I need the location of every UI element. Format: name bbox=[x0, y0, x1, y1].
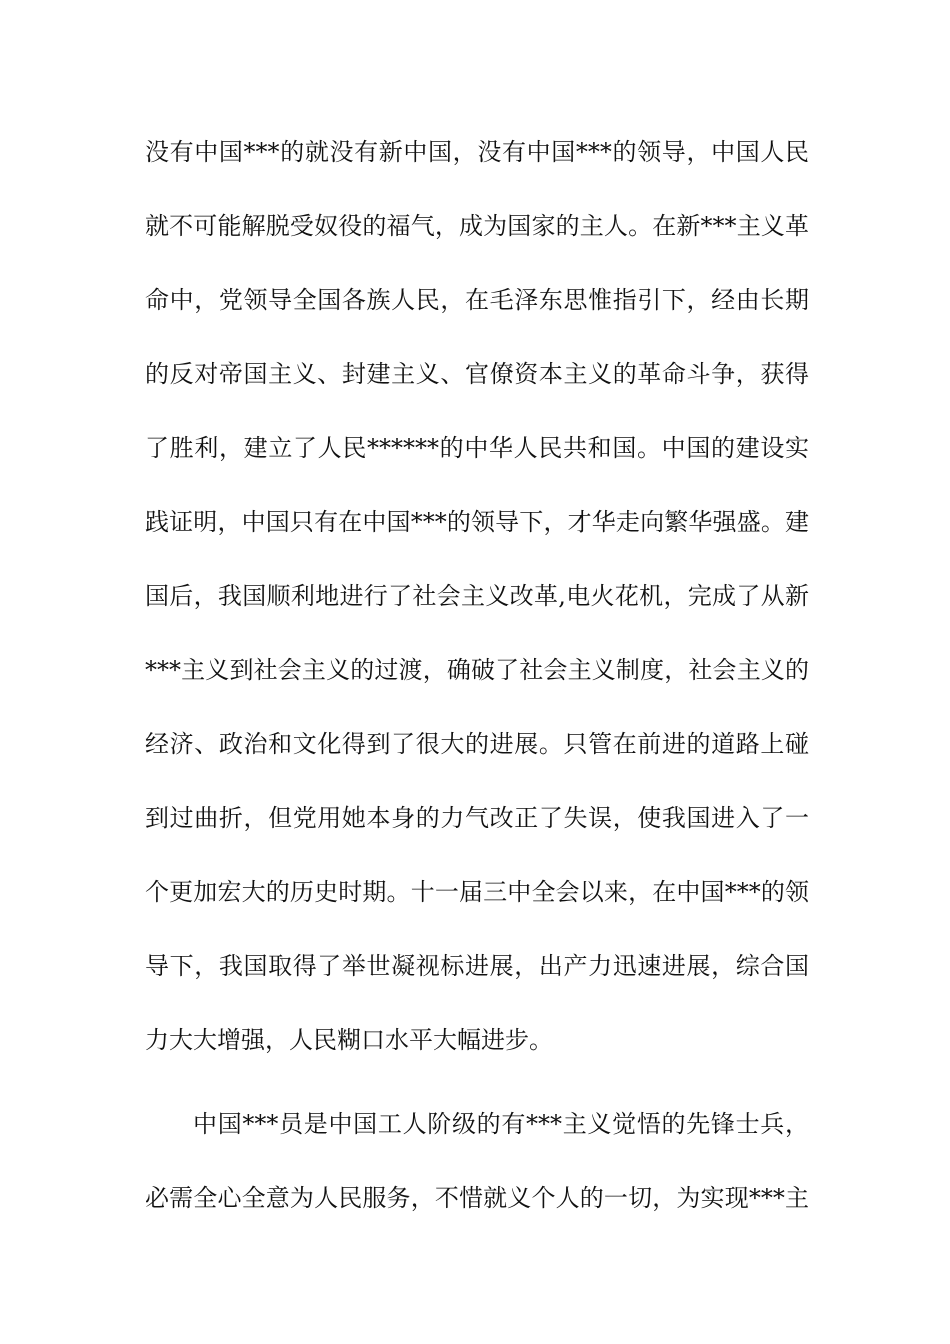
paragraph-line: ***主义到社会主义的过渡，确破了社会主义制度，社会主义的 bbox=[145, 656, 809, 684]
paragraph-line: 中国***员是中国工人阶级的有***主义觉悟的先锋士兵， bbox=[193, 1110, 809, 1138]
paragraph-line: 力大大增强，人民糊口水平大幅进步。 bbox=[145, 1026, 553, 1054]
paragraph-line: 国后，我国顺利地进行了社会主义改革,电火花机，完成了从新 bbox=[145, 582, 809, 610]
paragraph-line: 的反对帝国主义、封建主义、官僚资本主义的革命斗争，获得 bbox=[145, 360, 809, 388]
paragraph-line: 到过曲折，但党用她本身的力气改正了失误，使我国进入了一 bbox=[145, 804, 809, 832]
paragraph-line: 经济、政治和文化得到了很大的进展。只管在前进的道路上碰 bbox=[145, 730, 809, 758]
paragraph-line: 个更加宏大的历史时期。十一届三中全会以来，在中国***的领 bbox=[145, 878, 809, 906]
paragraph-line: 了胜利，建立了人民******的中华人民共和国。中国的建设实 bbox=[145, 434, 809, 462]
paragraph-line: 导下，我国取得了举世凝视标进展，出产力迅速进展，综合国 bbox=[145, 952, 809, 980]
paragraph-line: 就不可能解脱受奴役的福气，成为国家的主人。在新***主义革 bbox=[145, 212, 809, 240]
paragraph-line: 没有中国***的就没有新中国，没有中国***的领导，中国人民 bbox=[145, 138, 809, 166]
paragraph-line: 必需全心全意为人民服务，不惜就义个人的一切，为实现***主 bbox=[145, 1184, 809, 1212]
paragraph-line: 践证明，中国只有在中国***的领导下，才华走向繁华强盛。建 bbox=[145, 508, 809, 536]
paragraph-line: 命中，党领导全国各族人民，在毛泽东思惟指引下，经由长期 bbox=[145, 286, 809, 314]
